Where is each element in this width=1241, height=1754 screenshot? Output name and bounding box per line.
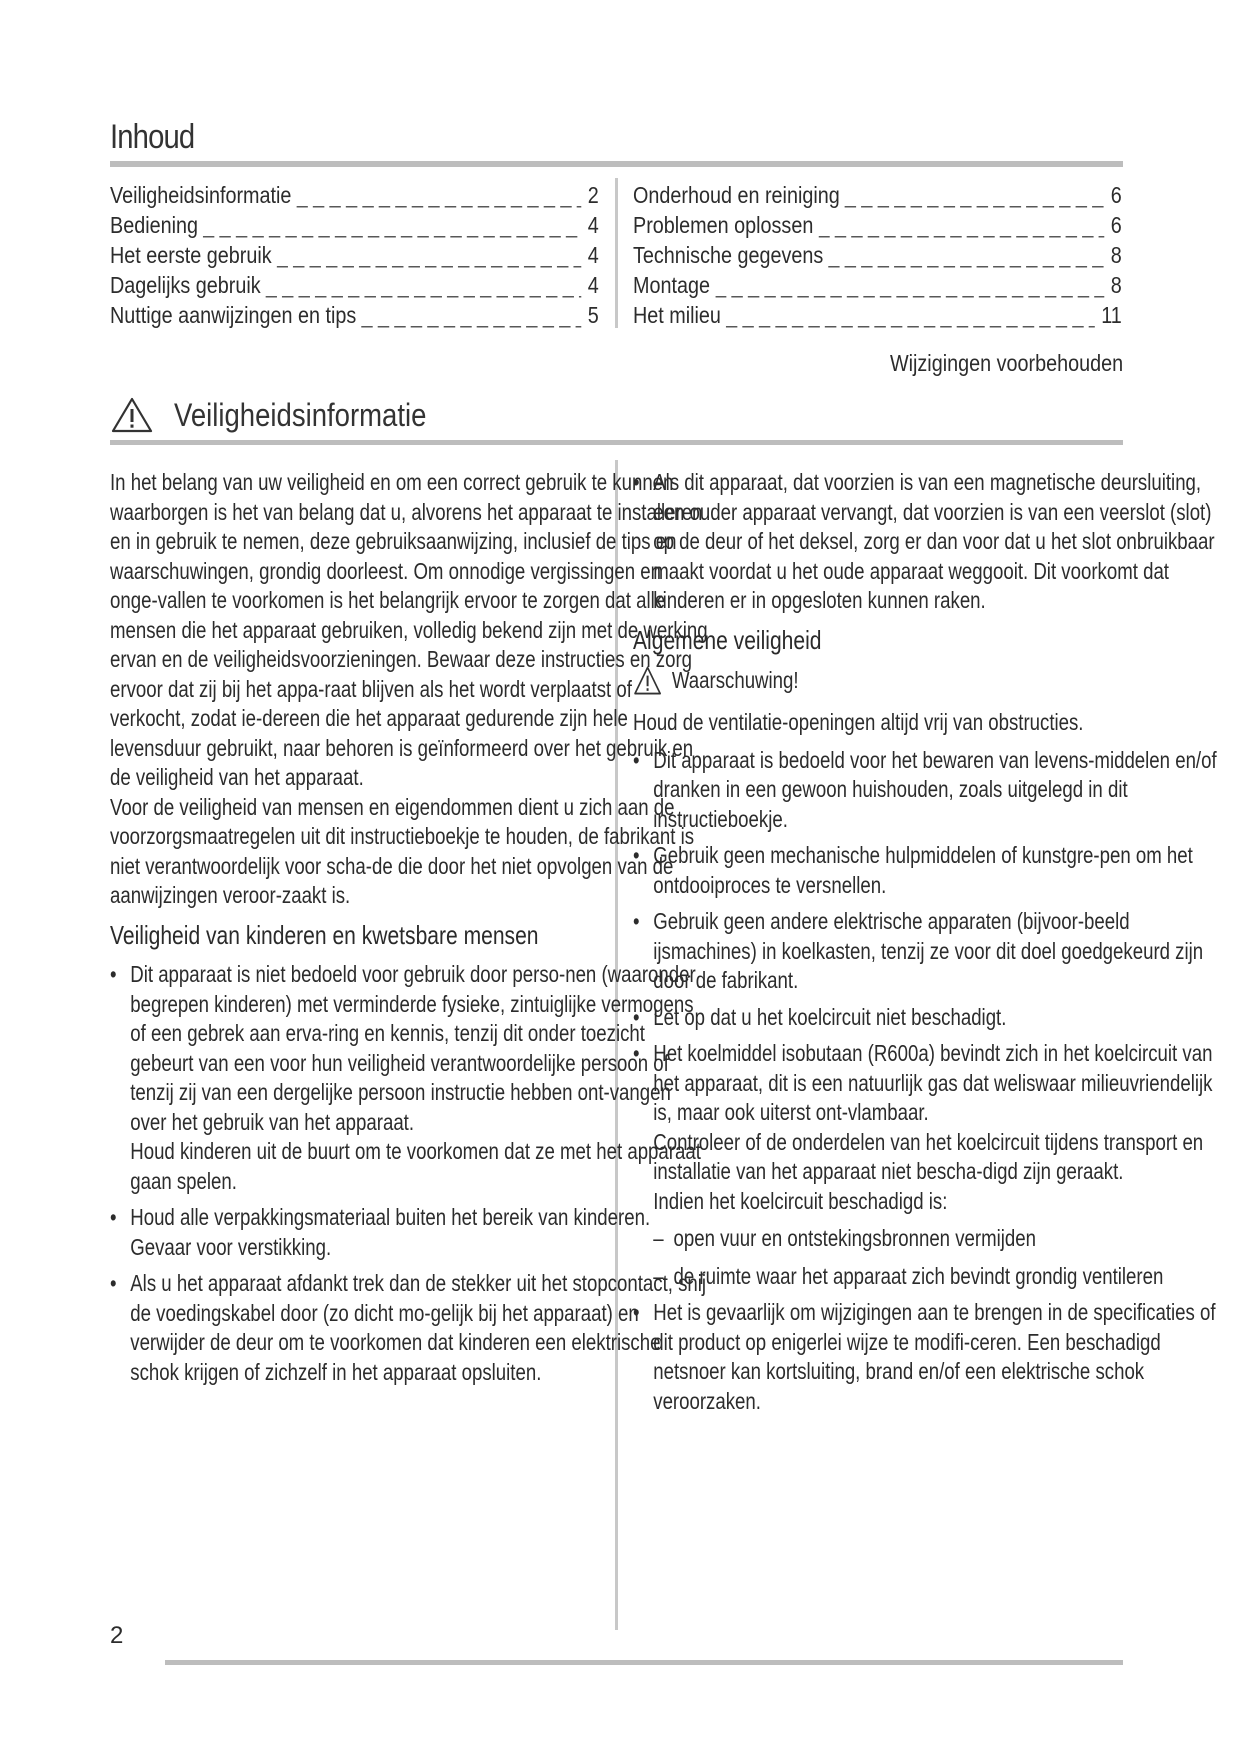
toc-page: 11	[1101, 302, 1122, 328]
list-item: • Het koelmiddel isobutaan (R600a) bevindt zich in het koelcircuit van het apparaat, dit is een natuurlijk gas dat weliswaar milieuvriendelijk is, maar ook uiterst ont-vlambaar. Controleer of de onderdelen van het koelcircuit tijdens transport en installatie van het apparaat niet bescha-digd zijn geraakt. Indien het koelcircuit beschadigd is: – open vuur en ontstekingsbronnen vermijden – de ruimte waar het apparaat zich bevindt grondig ventileren	[633, 1039, 1233, 1291]
toc-entry[interactable]	[110, 300, 599, 330]
section-rule	[110, 440, 1123, 445]
toc-page: 8	[1110, 272, 1122, 298]
toc-label: Dagelijks gebruik	[110, 272, 261, 298]
toc-label: Het milieu	[633, 302, 721, 328]
toc-label: Onderhoud en reiniging	[633, 182, 840, 208]
general-safety-heading: Algemene veiligheid	[633, 624, 822, 655]
intro-paragraph: Voor de veiligheid van mensen en eigendommen dient u zich aan de voorzorgsmaatregelen uit dit instructieboekje te houden, de fabrikant is niet verantwoordelijk voor scha-de die door het niet opvolgen van de aanwijzingen veroor-zaakt is.	[110, 793, 695, 908]
toc-entry[interactable]	[633, 210, 1122, 240]
toc-label: Bediening	[110, 212, 198, 238]
toc-page: 4	[587, 212, 599, 238]
toc-entry[interactable]	[633, 270, 1122, 300]
toc-divider	[615, 178, 618, 328]
toc-entry[interactable]	[633, 180, 1122, 210]
right-column	[633, 468, 1233, 1423]
toc-left-column	[110, 180, 600, 330]
toc-label: Technische gegevens	[633, 242, 824, 268]
list-item: • Gebruik geen mechanische hulpmiddelen of kunstgre-pen om het ontdooiproces te versnellen.	[633, 841, 1233, 900]
toc-rule	[110, 161, 1123, 167]
list-item: • Dit apparaat is niet bedoeld voor gebruik door perso-nen (waaronder begrepen kinderen) met verminderde fysieke, zintuiglijke vermogens of een gebrek aan erva-ring en kennis, tenzij dit onder toezicht gebeurt van een voor hun veiligheid verantwoordelijke persoon of tenzij zij van een dergelijke persoon instructie hebben ont-vangen over het gebruik van het apparaat. Houd kinderen uit de buurt om te voorkomen dat ze met het apparaat gaan spelen.	[110, 960, 710, 1196]
list-item: • Houd alle verpakkingsmateriaal buiten het bereik van kinderen. Gevaar voor verstikking.	[110, 1203, 710, 1262]
toc-label: Veiligheidsinformatie	[110, 182, 292, 208]
section-heading	[110, 396, 468, 434]
toc-page: 6	[1110, 212, 1122, 238]
left-column	[110, 468, 710, 1394]
toc-page: 5	[587, 302, 599, 328]
dash-item: – de ruimte waar het apparaat zich bevindt grondig ventileren	[653, 1262, 1233, 1292]
list-item: • Gebruik geen andere elektrische apparaten (bijvoor-beeld ijsmachines) in koelkasten, tenzij ze voor dit doel goedgekeurd zijn door de fabrikant.	[633, 907, 1233, 996]
warning-label: Waarschuwing!	[671, 666, 799, 693]
toc-page: 2	[587, 182, 599, 208]
toc-label: Nuttige aanwijzingen en tips	[110, 302, 357, 328]
toc-label: Montage	[633, 272, 710, 298]
toc-entry[interactable]	[633, 240, 1122, 270]
list-item: • Als u het apparaat afdankt trek dan de stekker uit het stopcontact, snij de voedingskabel door (zo dicht mo-gelijk bij het apparaat) en verwijder de deur om te voorkomen dat kinderen een elektrische schok krijgen of zichzelf in het apparaat opsluiten.	[110, 1269, 710, 1387]
footer-rule	[165, 1660, 1123, 1665]
kids-heading: Veiligheid van kinderen en kwetsbare mensen	[110, 919, 539, 950]
toc-entry[interactable]	[110, 210, 599, 240]
ventilation-text: Houd de ventilatie-openingen altijd vrij van obstructies.	[633, 709, 1084, 735]
warning-triangle-icon	[633, 665, 662, 696]
toc-label: Problemen oplossen	[633, 212, 814, 238]
toc-label: Het eerste gebruik	[110, 242, 272, 268]
page-title: Inhoud	[110, 118, 195, 156]
toc-entry[interactable]	[110, 180, 599, 210]
intro-paragraph: In het belang van uw veiligheid en om een correct gebruik te kunnen waarborgen is het van belang dat u, alvorens het apparaat te installeren en in gebruik te nemen, deze gebruiksaanwijzing, inclusief de tips en waarschuwingen, grondig doorleest. Om onnodige vergissingen en onge-vallen te voorkomen is het belangrijk ervoor te zorgen dat alle mensen die het apparaat gebruiken, volledig bekend zijn met de werking ervan en de veiligheidsvoorzieningen. Bewaar deze instructies en zorg ervoor dat zij bij het appa-raat blijven als het wordt verplaatst of verkocht, zodat ie-dereen die het apparaat gedurende zijn hele levensduur gebruikt, naar behoren is geïnformeerd over het gebruik en de veiligheid van het apparaat.	[110, 469, 708, 790]
list-item: • Dit apparaat is bedoeld voor het bewaren van levens-middelen en/of dranken in een gewoon huishouden, zoals uitgelegd in dit instructieboekje.	[633, 746, 1233, 835]
warning-callout	[633, 665, 1233, 696]
toc-entry[interactable]	[110, 240, 599, 270]
page-number: 2	[110, 1622, 124, 1649]
toc-page: 8	[1110, 242, 1122, 268]
list-item: • Als dit apparaat, dat voorzien is van een magnetische deursluiting, een ouder apparaat vervangt, dat voorzien is van een veerslot (slot) op de deur of het deksel, zorg er dan voor dat u het slot onbruikbaar maakt voordat u het oude apparaat weggooit. Dit voorkomt dat kinderen er in opgesloten kunnen raken.	[633, 468, 1233, 616]
warning-triangle-icon	[110, 396, 154, 434]
subject-to-change-note: Wijzigingen voorbehouden	[889, 350, 1123, 376]
list-item: • Het is gevaarlijk om wijzigingen aan te brengen in de specificaties of dit product op enigerlei wijze te modifi-ceren. Een beschadigd netsnoer kan kortsluiting, brand en/of een elektrische schok veroorzaken.	[633, 1298, 1233, 1416]
toc-entry[interactable]	[110, 270, 599, 300]
list-item: • Let op dat u het koelcircuit niet beschadigt.	[633, 1003, 1233, 1033]
toc-page: 4	[587, 272, 599, 298]
toc-page: 4	[587, 242, 599, 268]
section-title: Veiligheidsinformatie	[174, 396, 427, 433]
toc-entry[interactable]	[633, 300, 1122, 330]
toc-right-column	[633, 180, 1123, 330]
dash-item: – open vuur en ontstekingsbronnen vermijden	[653, 1224, 1233, 1254]
toc-page: 6	[1110, 182, 1122, 208]
